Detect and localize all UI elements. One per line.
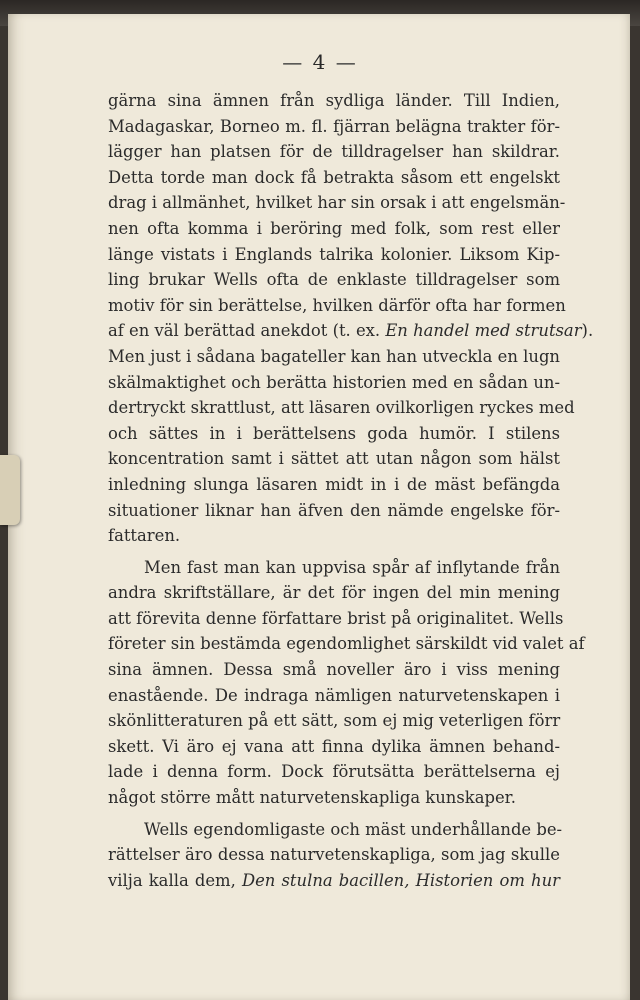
titles-prefix: vilja kalla dem, bbox=[108, 870, 242, 890]
bookmark-tab bbox=[0, 455, 20, 525]
text-line: Detta torde man dock få betrakta såsom ett engelskt bbox=[108, 167, 560, 187]
text-line: lade i denna form. Dock förutsätta berättelserna ej bbox=[108, 762, 560, 782]
text-line: och sättes in i berättelsens goda humör. I stilens bbox=[108, 423, 560, 443]
text-line: skönlitteraturen på ett sätt, som ej mig veterligen förr bbox=[108, 711, 561, 731]
text-line: motiv för sin berättelse, hvilken därför ofta har formen bbox=[108, 295, 566, 315]
text-line: dertryckt skrattlust, att läsaren ovilkorligen ryckes med bbox=[108, 398, 575, 418]
anecdote-suffix: ). bbox=[581, 321, 594, 341]
text-line: fattaren. bbox=[108, 526, 181, 546]
text-line: skett. Vi äro ej vana att finna dylika ämnen behand- bbox=[108, 736, 560, 756]
anecdote-title: En handel med strutsar bbox=[385, 321, 582, 341]
anecdote-prefix: af en väl berättad anekdot (t. ex. bbox=[108, 321, 386, 341]
titles-italic: Den stulna bacillen, Historien om hur bbox=[241, 870, 560, 890]
text-line: lägger han platsen för de tilldragelser han skildrar. bbox=[108, 142, 560, 162]
text-line: situationer liknar han äfven den nämde engelske för- bbox=[108, 500, 560, 520]
text-line: nen ofta komma i beröring med folk, som rest eller bbox=[108, 218, 560, 238]
text-line: drag i allmänhet, hvilket har sin orsak i att engelsmän- bbox=[108, 193, 566, 213]
text-line: något större mått naturvetenskapliga kunskaper. bbox=[108, 788, 516, 808]
text-line-titles bbox=[108, 868, 560, 894]
text-line: koncentration samt i sättet att utan någon som hälst bbox=[108, 449, 560, 469]
page-number: — 4 — bbox=[282, 50, 358, 74]
text-line: företer sin bestämda egendomlighet särskildt vid valet af bbox=[108, 634, 585, 654]
text-line: skälmaktighet och berätta historien med en sådan un- bbox=[108, 372, 560, 392]
text-line: enastående. De indraga nämligen naturvetenskapen i bbox=[108, 685, 560, 705]
text-line: sina ämnen. Dessa små noveller äro i viss mening bbox=[108, 660, 560, 680]
text-line: Wells egendomligaste och mäst underhållande be- bbox=[144, 819, 563, 839]
text-line: ling brukar Wells ofta de enklaste tilldragelser som bbox=[108, 270, 560, 290]
text-line: att förevita denne författare brist på originalitet. Wells bbox=[108, 608, 564, 628]
text-line: andra skriftställare, är det för ingen del min mening bbox=[108, 583, 560, 603]
text-line: inledning slunga läsaren midt in i de mäst befängda bbox=[108, 474, 560, 494]
text-line: Madagaskar, Borneo m. fl. fjärran belägna trakter för- bbox=[108, 116, 560, 136]
text-line: länge vistats i Englands talrika kolonier. Liksom Kip- bbox=[108, 244, 560, 264]
text-line: rättelser äro dessa naturvetenskapliga, som jag skulle bbox=[108, 845, 560, 865]
text-line: Men just i sådana bagateller kan han utveckla en lugn bbox=[108, 346, 560, 366]
text-line: gärna sina ämnen från sydliga länder. Till Indien, bbox=[108, 91, 560, 110]
text-line-anecdote bbox=[108, 318, 594, 344]
text-line: Men fast man kan uppvisa spår af inflytande från bbox=[144, 557, 560, 577]
body-text bbox=[108, 88, 594, 893]
